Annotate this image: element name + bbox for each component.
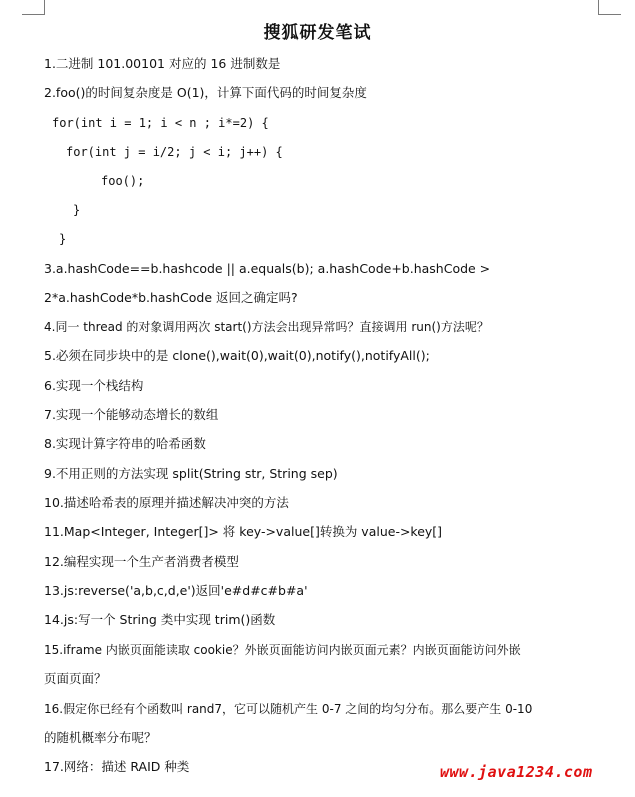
- question-6: 6.实现一个栈结构: [44, 378, 144, 393]
- code-line-call: foo();: [101, 174, 145, 188]
- question-3-continued: 2*a.hashCode*b.hashCode 返回之确定吗?: [44, 290, 298, 305]
- question-15-continued: 页面页面？: [44, 671, 107, 686]
- question-16: 16.假定你已经有个函数叫 rand7，它可以随机产生 0-7 之间的均匀分布。那么要产生 0-10: [44, 702, 533, 716]
- question-1: 1.二进制 101.00101 对应的 16 进制数是: [44, 56, 281, 71]
- question-5: 5.必须在同步块中的是 clone(),wait(0),wait(0),notify(),notifyAll();: [44, 348, 430, 363]
- question-15: 15.iframe 内嵌页面能读取 cookie？外嵌页面能访问内嵌页面元素？内嵌页面能访问外嵌: [44, 643, 521, 657]
- code-line-inner-loop: for(int j = i/2; j < i; j++) {: [66, 145, 283, 159]
- question-13: 13.js:reverse('a,b,c,d,e')返回'e#d#c#b#a': [44, 583, 308, 598]
- question-7: 7.实现一个能够动态增长的数组: [44, 407, 219, 422]
- page-corner-mark-top-right: [598, 0, 621, 15]
- question-14: 14.js:写一个 String 类中实现 trim()函数: [44, 612, 276, 627]
- question-17: 17.网络：描述 RAID 种类: [44, 759, 190, 774]
- code-line-outer-loop: for(int i = 1; i < n ; i*=2) {: [52, 116, 269, 130]
- page-title: 搜狐研发笔试: [263, 23, 372, 43]
- question-9: 9.不用正则的方法实现 split(String str, String sep): [44, 466, 338, 481]
- question-11: 11.Map<Integer, Integer[]> 将 key->value[]转换为 value->key[]: [44, 524, 443, 539]
- code-line-outer-close: }: [59, 232, 67, 246]
- question-16-continued: 的随机概率分布呢？: [44, 730, 157, 745]
- watermark-url: www.java1234.com: [440, 763, 593, 781]
- question-10: 10.描述哈希表的原理并描述解决冲突的方法: [44, 495, 289, 510]
- question-3: 3.a.hashCode==b.hashcode || a.equals(b); a.hashCode+b.hashCode >: [44, 261, 491, 276]
- page-corner-mark-top-left: [22, 0, 45, 15]
- question-12: 12.编程实现一个生产者消费者模型: [44, 554, 239, 569]
- question-8: 8.实现计算字符串的哈希函数: [44, 436, 206, 451]
- code-line-inner-close: }: [73, 203, 81, 217]
- question-2: 2.foo()的时间复杂度是 O(1)，计算下面代码的时间复杂度: [44, 85, 367, 100]
- question-4: 4.同一 thread 的对象调用两次 start()方法会出现异常吗？直接调用 run()方法呢？: [44, 320, 489, 334]
